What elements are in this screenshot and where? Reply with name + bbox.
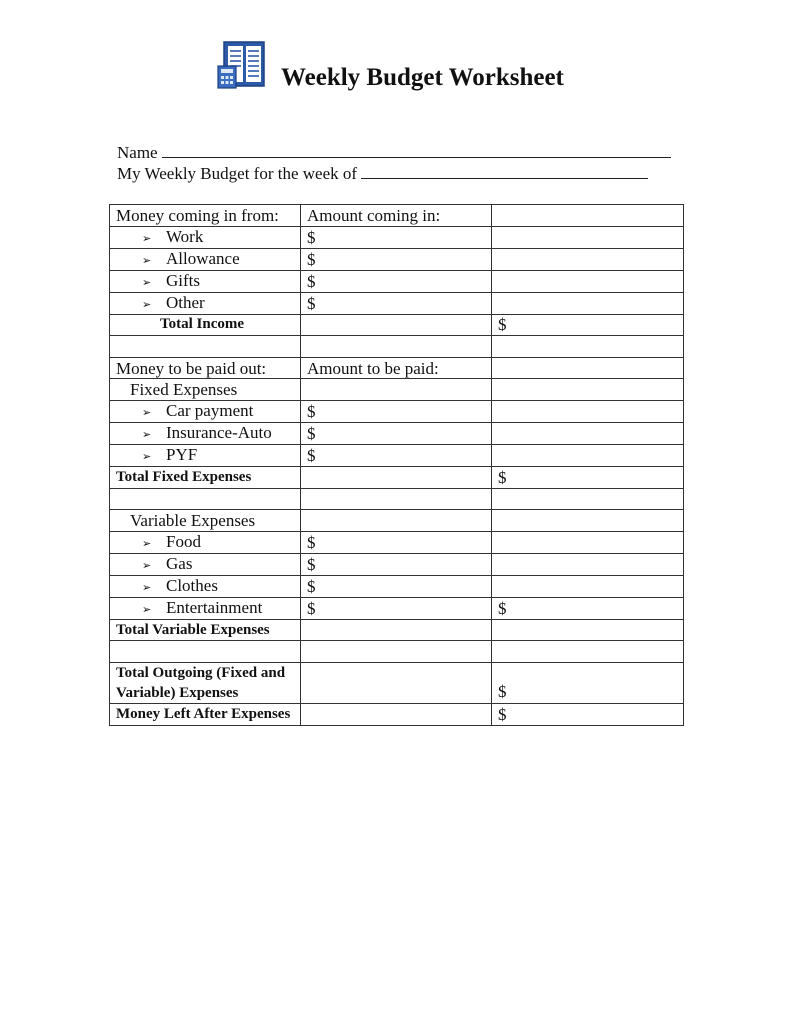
table-row xyxy=(110,379,684,401)
table-row xyxy=(110,619,684,641)
amount-cell[interactable]: $ xyxy=(301,553,492,575)
income-item: ➢ Gifts xyxy=(110,270,301,292)
amount-cell[interactable]: $ xyxy=(301,270,492,292)
total-cell[interactable] xyxy=(492,400,684,422)
income-amount-header: Amount coming in: xyxy=(301,205,492,227)
total-cell[interactable] xyxy=(492,270,684,292)
table-row xyxy=(110,641,684,663)
amount-cell[interactable] xyxy=(301,466,492,488)
total-cell[interactable] xyxy=(492,248,684,270)
table-row xyxy=(110,248,684,270)
spacer-cell xyxy=(492,336,684,358)
table-row xyxy=(110,292,684,314)
total-cell[interactable] xyxy=(492,510,684,532)
arrow-bullet-icon: ➢ xyxy=(142,449,152,463)
arrow-bullet-icon: ➢ xyxy=(142,231,152,245)
table-row xyxy=(110,444,684,466)
amount-cell[interactable]: $ xyxy=(301,597,492,619)
amount-cell[interactable]: $ xyxy=(301,226,492,248)
total-fixed-cell[interactable]: $ xyxy=(492,466,684,488)
income-source-header: Money coming in from: xyxy=(110,205,301,227)
arrow-bullet-icon: ➢ xyxy=(142,253,152,267)
payout-header: Money to be paid out: xyxy=(110,357,301,379)
income-item: ➢ Other xyxy=(110,292,301,314)
money-left-label: Money Left After Expenses xyxy=(110,703,301,725)
variable-item: ➢ Entertainment xyxy=(110,597,301,619)
arrow-bullet-icon: ➢ xyxy=(142,602,152,616)
variable-item: ➢ Gas xyxy=(110,553,301,575)
total-variable-label: Total Variable Expenses xyxy=(110,619,301,641)
total-variable-cell[interactable] xyxy=(492,619,684,641)
total-cell[interactable] xyxy=(492,379,684,401)
total-fixed-label: Total Fixed Expenses xyxy=(110,466,301,488)
amount-cell[interactable] xyxy=(301,510,492,532)
table-row xyxy=(110,357,684,379)
total-cell[interactable] xyxy=(492,553,684,575)
table-row xyxy=(110,314,684,336)
variable-item: ➢ Clothes xyxy=(110,575,301,597)
spacer-cell xyxy=(110,336,301,358)
week-label: My Weekly Budget for the week of xyxy=(117,164,358,183)
page-title: Weekly Budget Worksheet xyxy=(281,64,564,91)
table-row xyxy=(110,597,684,619)
amount-cell[interactable] xyxy=(301,703,492,725)
spacer-cell xyxy=(110,641,301,663)
amount-cell[interactable]: $ xyxy=(301,422,492,444)
amount-cell[interactable] xyxy=(301,314,492,336)
name-blank[interactable] xyxy=(162,142,671,158)
amount-cell[interactable]: $ xyxy=(301,531,492,553)
table-row xyxy=(110,270,684,292)
name-field[interactable] xyxy=(117,142,671,163)
total-cell[interactable] xyxy=(492,575,684,597)
spacer-cell xyxy=(110,488,301,510)
income-item: ➢ Allowance xyxy=(110,248,301,270)
total-cell[interactable] xyxy=(492,422,684,444)
table-row xyxy=(110,553,684,575)
variable-expenses-header: Variable Expenses xyxy=(110,510,301,532)
week-blank[interactable] xyxy=(361,163,648,179)
name-label: Name xyxy=(117,143,158,162)
arrow-bullet-icon: ➢ xyxy=(142,536,152,550)
amount-cell[interactable] xyxy=(301,662,492,703)
table-row xyxy=(110,400,684,422)
amount-cell[interactable]: $ xyxy=(301,575,492,597)
table-row xyxy=(110,703,684,725)
income-total-header[interactable] xyxy=(492,205,684,227)
money-left-cell[interactable]: $ xyxy=(492,703,684,725)
budget-table xyxy=(109,204,684,726)
fixed-expenses-header: Fixed Expenses xyxy=(110,379,301,401)
arrow-bullet-icon: ➢ xyxy=(142,275,152,289)
amount-cell[interactable]: $ xyxy=(301,444,492,466)
table-row xyxy=(110,510,684,532)
table-row xyxy=(110,226,684,248)
total-outgoing-cell[interactable]: $ xyxy=(492,662,684,703)
table-row xyxy=(110,336,684,358)
total-income-label: Total Income xyxy=(110,314,301,336)
total-income-cell[interactable]: $ xyxy=(492,314,684,336)
table-row xyxy=(110,422,684,444)
arrow-bullet-icon: ➢ xyxy=(142,580,152,594)
spacer-cell xyxy=(301,488,492,510)
amount-cell[interactable]: $ xyxy=(301,400,492,422)
amount-cell[interactable]: $ xyxy=(301,292,492,314)
fixed-item: ➢ Insurance-Auto xyxy=(110,422,301,444)
arrow-bullet-icon: ➢ xyxy=(142,297,152,311)
table-row xyxy=(110,466,684,488)
fixed-item: ➢ Car payment xyxy=(110,400,301,422)
table-row xyxy=(110,488,684,510)
amount-cell[interactable]: $ xyxy=(301,248,492,270)
spacer-cell xyxy=(301,641,492,663)
total-cell[interactable] xyxy=(492,292,684,314)
table-row xyxy=(110,575,684,597)
table-row xyxy=(110,662,684,703)
total-outgoing-label: Total Outgoing (Fixed and Variable) Expenses xyxy=(110,662,301,703)
total-cell[interactable]: $ xyxy=(492,597,684,619)
total-cell[interactable] xyxy=(492,226,684,248)
arrow-bullet-icon: ➢ xyxy=(142,558,152,572)
arrow-bullet-icon: ➢ xyxy=(142,427,152,441)
income-item: ➢ Work xyxy=(110,226,301,248)
table-row xyxy=(110,205,684,227)
amount-cell[interactable] xyxy=(301,379,492,401)
fixed-item: ➢ PYF xyxy=(110,444,301,466)
total-cell[interactable] xyxy=(492,531,684,553)
spacer-cell xyxy=(301,336,492,358)
table-row xyxy=(110,531,684,553)
week-field[interactable] xyxy=(117,163,648,184)
amount-cell[interactable] xyxy=(301,619,492,641)
spacer-cell xyxy=(492,488,684,510)
payout-amount-header: Amount to be paid: xyxy=(301,357,492,379)
payout-total-header[interactable] xyxy=(492,357,684,379)
total-cell[interactable] xyxy=(492,444,684,466)
ledger-calculator-icon xyxy=(216,38,270,90)
spacer-cell xyxy=(492,641,684,663)
variable-item: ➢ Food xyxy=(110,531,301,553)
arrow-bullet-icon: ➢ xyxy=(142,405,152,419)
